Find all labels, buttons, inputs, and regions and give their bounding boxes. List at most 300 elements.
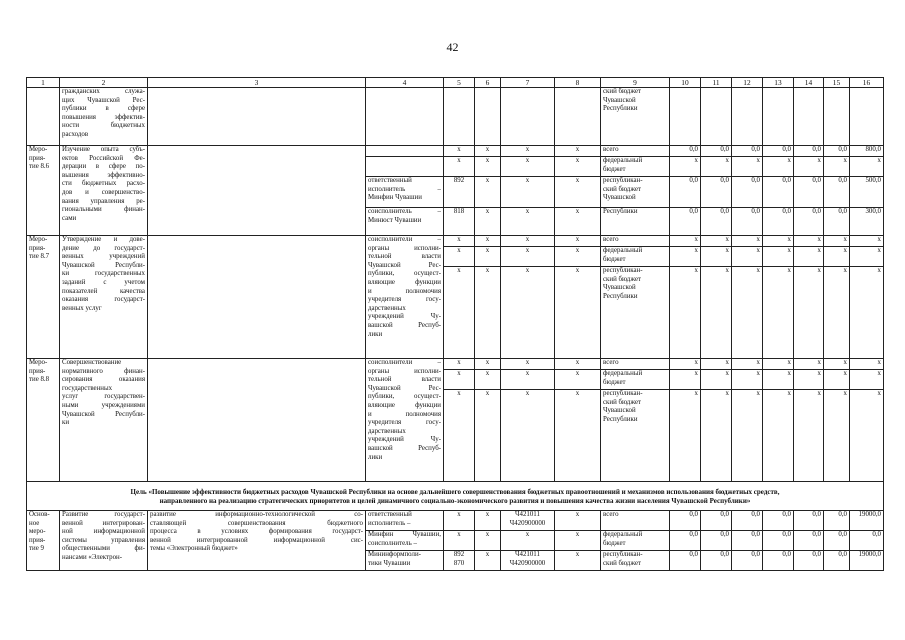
cell-text: 2	[101, 78, 106, 87]
value-cell	[701, 208, 732, 236]
cell-text: 0,0	[782, 177, 791, 184]
code-cell	[444, 177, 475, 208]
cell-text: ной информационной	[62, 528, 145, 536]
funding-source	[601, 236, 670, 247]
code-cell	[501, 157, 555, 177]
executor-cell	[366, 177, 444, 208]
code-cell	[555, 531, 601, 551]
cell-text: республикан-	[603, 267, 643, 274]
value-cell	[794, 236, 824, 247]
cell-text: и полномочия	[368, 287, 441, 295]
goal-heading	[27, 482, 884, 511]
table-body	[27, 78, 884, 571]
cell-text: Меро-	[29, 236, 48, 243]
cell-text: x	[694, 370, 698, 377]
cell-text: x	[877, 390, 881, 397]
measure-label	[27, 236, 60, 359]
code-cell	[501, 247, 555, 267]
cell-text: органы исполни-	[368, 244, 441, 252]
cell-text: Чувашской	[603, 96, 636, 104]
value-cell	[670, 157, 701, 177]
table-cell	[148, 146, 366, 236]
measure-8-8-row	[27, 359, 884, 370]
value-cell	[670, 511, 701, 531]
cell-text: 0,0	[689, 146, 698, 153]
cell-text: x	[525, 359, 530, 366]
value-cell	[763, 208, 794, 236]
cell-text: заданий с учетом	[62, 278, 145, 286]
cell-text: 0,0	[720, 511, 729, 518]
cell-text: 0,0	[751, 177, 760, 184]
cell-text: Республики	[603, 292, 638, 300]
cell-text: государственных	[62, 384, 113, 392]
executor-cell	[366, 359, 444, 482]
cell-text: ский бюджет	[603, 185, 642, 193]
cell-text: x	[756, 370, 760, 377]
funding-source	[601, 247, 670, 267]
cell-text: тие 8.8	[29, 376, 50, 384]
cell-text: x	[843, 370, 847, 377]
value-cell	[794, 359, 824, 370]
value-cell	[794, 267, 824, 359]
value-cell	[732, 267, 763, 359]
cell-text: федеральный	[603, 247, 643, 254]
column-number	[27, 78, 60, 88]
cell-text: x	[817, 157, 821, 164]
value-cell	[701, 390, 732, 482]
funding-source	[601, 551, 670, 571]
cell-text: x	[575, 359, 580, 366]
cell-text: 15	[832, 78, 841, 87]
cell-text: x	[457, 146, 461, 153]
value-cell	[763, 359, 794, 370]
cell-text: x	[817, 236, 821, 243]
cell-text: ответственный	[368, 177, 412, 184]
cell-text: 0,0	[751, 208, 760, 215]
value-cell	[701, 531, 732, 551]
value-cell	[850, 511, 884, 531]
cell-text: 0,0	[838, 531, 847, 538]
cell-text: ский бюджет	[603, 398, 642, 406]
cell-text: 0,0	[751, 511, 760, 518]
cell-text: x	[756, 247, 760, 254]
cell-text: процесса в условиях формирования государст-	[150, 528, 363, 536]
cell-text: x	[817, 390, 821, 397]
cell-text: x	[877, 370, 881, 377]
cell-text: общественными фи-	[62, 545, 145, 553]
cell-text: x	[457, 511, 461, 518]
value-cell	[701, 177, 732, 208]
value-cell	[732, 157, 763, 177]
cell-text: 13	[774, 78, 782, 87]
value-cell	[670, 208, 701, 236]
cell-text: 8	[575, 78, 580, 87]
cell-text: x	[485, 511, 490, 518]
cell-text: дение до государст-	[62, 244, 145, 252]
code-cell	[444, 208, 475, 236]
cell-text: x	[787, 236, 791, 243]
value-cell	[763, 157, 794, 177]
cell-text: x	[756, 236, 760, 243]
table-cell	[501, 88, 555, 146]
code-cell	[555, 146, 601, 157]
column-number	[794, 78, 824, 88]
cell-text: x	[575, 551, 580, 558]
cell-text: 0,0	[720, 146, 729, 153]
code-cell	[475, 247, 501, 267]
value-cell	[763, 551, 794, 571]
cell-text: x	[485, 267, 490, 274]
cell-text: Чувашской Рес-	[368, 261, 441, 269]
table-cell	[444, 88, 475, 146]
code-cell	[555, 370, 601, 390]
cell-text: x	[694, 359, 698, 366]
cell-text: соисполнители –	[368, 359, 441, 366]
value-cell	[850, 390, 884, 482]
cell-text: нансами «Электрон-	[62, 553, 123, 561]
cell-text: x	[694, 247, 698, 254]
cell-text: всего	[603, 236, 619, 243]
cell-text: x	[575, 157, 580, 164]
cell-text: 0,0	[812, 208, 821, 215]
code-cell	[501, 390, 555, 482]
cell-text: x	[575, 390, 580, 397]
executor-cell	[366, 208, 444, 236]
cell-text: Чувашской Республи-	[62, 261, 145, 269]
table-cell	[555, 88, 601, 146]
cell-text: x	[756, 359, 760, 366]
cell-text: исполнитель –	[368, 519, 411, 527]
value-cell	[824, 551, 850, 571]
cell-text: x	[817, 370, 821, 377]
value-cell	[670, 390, 701, 482]
code-cell	[501, 370, 555, 390]
cell-text: x	[525, 370, 530, 377]
cell-text: 0,0	[782, 531, 791, 538]
code-cell	[475, 208, 501, 236]
cell-text: 16	[862, 78, 871, 87]
cell-text: органы исполни-	[368, 367, 441, 375]
value-cell	[794, 247, 824, 267]
cell-text: 0,0	[872, 531, 881, 538]
cell-text: федеральный	[603, 157, 643, 164]
cell-text: x	[817, 247, 821, 254]
funding-source	[601, 531, 670, 551]
cell-text: Минфин Чувашии	[368, 194, 422, 202]
measure-description	[60, 511, 148, 571]
code-cell	[475, 177, 501, 208]
cell-text: x	[457, 359, 461, 366]
value-cell	[850, 370, 884, 390]
cell-text: x	[525, 236, 530, 243]
cell-text: исполнитель –	[368, 185, 441, 193]
cell-text: Минфин Чувашии,	[368, 531, 441, 538]
cell-text: 0,0	[838, 511, 847, 518]
code-cell	[475, 511, 501, 531]
code-cell	[444, 531, 475, 551]
cell-text: x	[877, 267, 881, 274]
code-cell	[501, 208, 555, 236]
cell-text: 11	[712, 78, 720, 87]
code-cell	[501, 531, 555, 551]
cell-text: вания управления ре-	[62, 197, 145, 205]
cell-text: x	[787, 390, 791, 397]
cell-text: Чувашской	[603, 284, 636, 292]
value-cell	[850, 267, 884, 359]
cell-text: 892	[453, 551, 465, 558]
column-number	[475, 78, 501, 88]
cell-text: услуг государствен-	[62, 393, 145, 401]
value-cell	[850, 208, 884, 236]
executor-cell	[366, 146, 444, 157]
cell-text: показателей качества	[62, 287, 145, 295]
cell-text: x	[525, 247, 530, 254]
cell-text: развитие информационно-технологической со-	[150, 511, 363, 518]
value-cell	[763, 236, 794, 247]
measure-label	[27, 359, 60, 482]
cell-text: федеральный	[603, 370, 643, 377]
cell-text: 0,0	[689, 531, 698, 538]
value-cell	[732, 146, 763, 157]
cell-text: 870	[453, 559, 465, 567]
table-cell	[475, 88, 501, 146]
funding-source	[601, 177, 670, 208]
table-cell	[763, 88, 794, 146]
funding-source	[601, 390, 670, 482]
cell-text: 892	[453, 177, 465, 184]
cell-text: x	[485, 359, 490, 366]
value-cell	[824, 146, 850, 157]
cell-text: расходов	[62, 130, 89, 138]
cell-text: оказания государст-	[62, 296, 145, 304]
cell-text: вашской Респуб-	[368, 321, 441, 329]
cell-text: всего	[603, 511, 619, 518]
code-cell	[475, 236, 501, 247]
cell-text: Ч421011	[515, 551, 540, 558]
value-cell	[670, 531, 701, 551]
code-cell	[555, 208, 601, 236]
cell-text: ответственный	[368, 511, 412, 518]
value-cell	[701, 359, 732, 370]
cell-text: Чувашской	[603, 407, 636, 415]
cell-text: x	[457, 236, 461, 243]
cell-text: Республики	[603, 415, 638, 423]
value-cell	[794, 511, 824, 531]
cell-text: 0,0	[751, 531, 760, 538]
code-cell	[475, 370, 501, 390]
cell-text: 0,0	[689, 208, 698, 215]
code-cell	[444, 390, 475, 482]
cell-text: x	[575, 267, 580, 274]
value-cell	[824, 236, 850, 247]
cell-text: x	[575, 177, 580, 184]
value-cell	[670, 247, 701, 267]
cell-text: x	[485, 236, 490, 243]
cell-text: меро-	[29, 528, 46, 536]
cell-text: x	[843, 247, 847, 254]
measure-description	[60, 359, 148, 482]
code-cell	[444, 370, 475, 390]
header-row	[27, 78, 884, 88]
cell-text: x	[787, 157, 791, 164]
code-cell	[475, 146, 501, 157]
cell-text: x	[457, 531, 461, 538]
value-cell	[794, 146, 824, 157]
cell-text: 6	[485, 78, 490, 87]
cell-text: 0,0	[720, 177, 729, 184]
table-cell	[850, 88, 884, 146]
cell-text: 3	[254, 78, 259, 87]
cell-text: x	[694, 390, 698, 397]
cell-text: x	[457, 267, 461, 274]
cell-text: бюджет	[603, 255, 626, 263]
cell-text: Мининформполи-	[368, 551, 421, 558]
column-number	[824, 78, 850, 88]
cell-text: 0,0	[751, 146, 760, 153]
value-cell	[701, 236, 732, 247]
cell-text: x	[694, 267, 698, 274]
funding-source	[601, 146, 670, 157]
column-number	[701, 78, 732, 88]
value-cell	[701, 551, 732, 571]
cell-text: x	[575, 370, 580, 377]
cell-text: республикан-	[603, 551, 643, 558]
value-cell	[794, 370, 824, 390]
funding-source	[601, 157, 670, 177]
cell-text: нормативного финан-	[62, 367, 145, 375]
value-cell	[794, 390, 824, 482]
cell-text: тие 8.7	[29, 253, 50, 261]
cell-text: x	[787, 370, 791, 377]
value-cell	[824, 267, 850, 359]
cell-text: Ч421011	[515, 511, 540, 518]
value-cell	[794, 177, 824, 208]
cell-text: бюджет	[603, 539, 626, 547]
code-cell	[555, 511, 601, 531]
cell-text: x	[485, 370, 490, 377]
cell-text: учреждений Чу-	[368, 313, 441, 321]
value-cell	[824, 157, 850, 177]
cell-text: x	[817, 359, 821, 366]
value-cell	[670, 177, 701, 208]
value-cell	[701, 146, 732, 157]
cell-text: вышения эффективно-	[62, 171, 145, 179]
cell-text: x	[525, 157, 530, 164]
cell-text: 0,0	[689, 511, 698, 518]
cell-text: 0,0	[782, 511, 791, 518]
measure-8-6-row	[27, 146, 884, 157]
cell-text: x	[725, 157, 729, 164]
cell-text: гражданских служа-	[62, 88, 145, 95]
value-cell	[732, 511, 763, 531]
cell-text: прия-	[29, 154, 46, 162]
cell-text: прия-	[29, 367, 46, 375]
code-cell	[475, 551, 501, 571]
cell-text: x	[756, 390, 760, 397]
cell-text: ектов Российской Фе-	[62, 154, 145, 162]
code-cell	[475, 359, 501, 370]
cell-text: вашской Респуб-	[368, 444, 441, 452]
column-number	[444, 78, 475, 88]
cell-text: 500,0	[865, 177, 881, 184]
cell-text: публики, осущест-	[368, 393, 441, 401]
column-number	[60, 78, 148, 88]
funding-source	[601, 370, 670, 390]
cell-text: x	[787, 247, 791, 254]
cell-text: x	[877, 359, 881, 366]
code-cell	[501, 551, 555, 571]
expected-result	[148, 511, 366, 571]
cell-text: Основ-	[29, 511, 50, 518]
cell-text: прия-	[29, 536, 46, 544]
cell-text: x	[725, 247, 729, 254]
cell-text: x	[725, 390, 729, 397]
executor-cell	[366, 236, 444, 359]
cell-text: x	[575, 247, 580, 254]
column-number	[501, 78, 555, 88]
cell-text: Меро-	[29, 146, 48, 153]
cell-text: ными учреждениями	[62, 401, 145, 409]
cell-text: x	[525, 267, 530, 274]
code-cell	[501, 267, 555, 359]
goal-row	[27, 482, 884, 511]
value-cell	[763, 177, 794, 208]
code-cell	[501, 236, 555, 247]
cell-text: x	[877, 157, 881, 164]
code-cell	[555, 551, 601, 571]
code-cell	[555, 267, 601, 359]
cell-text: 0,0	[812, 177, 821, 184]
cell-text: темы «Электронный бюджет»	[150, 545, 238, 553]
cell-text: всего	[603, 359, 619, 366]
cell-text: публики в сфере	[62, 105, 145, 113]
cell-text: x	[575, 511, 580, 518]
cell-text: 300,0	[865, 208, 881, 215]
cell-text: x	[725, 236, 729, 243]
cell-text: x	[525, 531, 530, 538]
cell-text: гиональными финан-	[62, 206, 145, 214]
cell-text: 9	[633, 78, 637, 87]
value-cell	[732, 247, 763, 267]
cell-text: x	[457, 247, 461, 254]
cell-text: учредителя госу-	[368, 419, 441, 427]
cell-text: системы управления	[62, 536, 145, 544]
cell-text: 7	[525, 78, 530, 87]
cell-text: Чувашской Рес-	[368, 384, 441, 392]
cell-text: 1	[41, 78, 45, 87]
column-number	[850, 78, 884, 88]
cell-text: и полномочия	[368, 410, 441, 418]
executor-cell	[366, 511, 444, 531]
cell-text: соисполнитель –	[368, 208, 441, 215]
code-cell	[555, 390, 601, 482]
cell-text: x	[525, 146, 530, 153]
funding-source	[601, 208, 670, 236]
cell-text: тие 9	[29, 545, 44, 553]
cell-text: ное	[29, 519, 40, 527]
cell-text: x	[843, 267, 847, 274]
value-cell	[763, 511, 794, 531]
measure-description	[60, 236, 148, 359]
column-number	[670, 78, 701, 88]
cell-text: республикан-	[603, 390, 643, 397]
cell-text: x	[756, 157, 760, 164]
cell-text: x	[485, 247, 490, 254]
value-cell	[763, 370, 794, 390]
cell-text: x	[485, 146, 490, 153]
value-cell	[701, 157, 732, 177]
cell-text: 0,0	[812, 551, 821, 558]
